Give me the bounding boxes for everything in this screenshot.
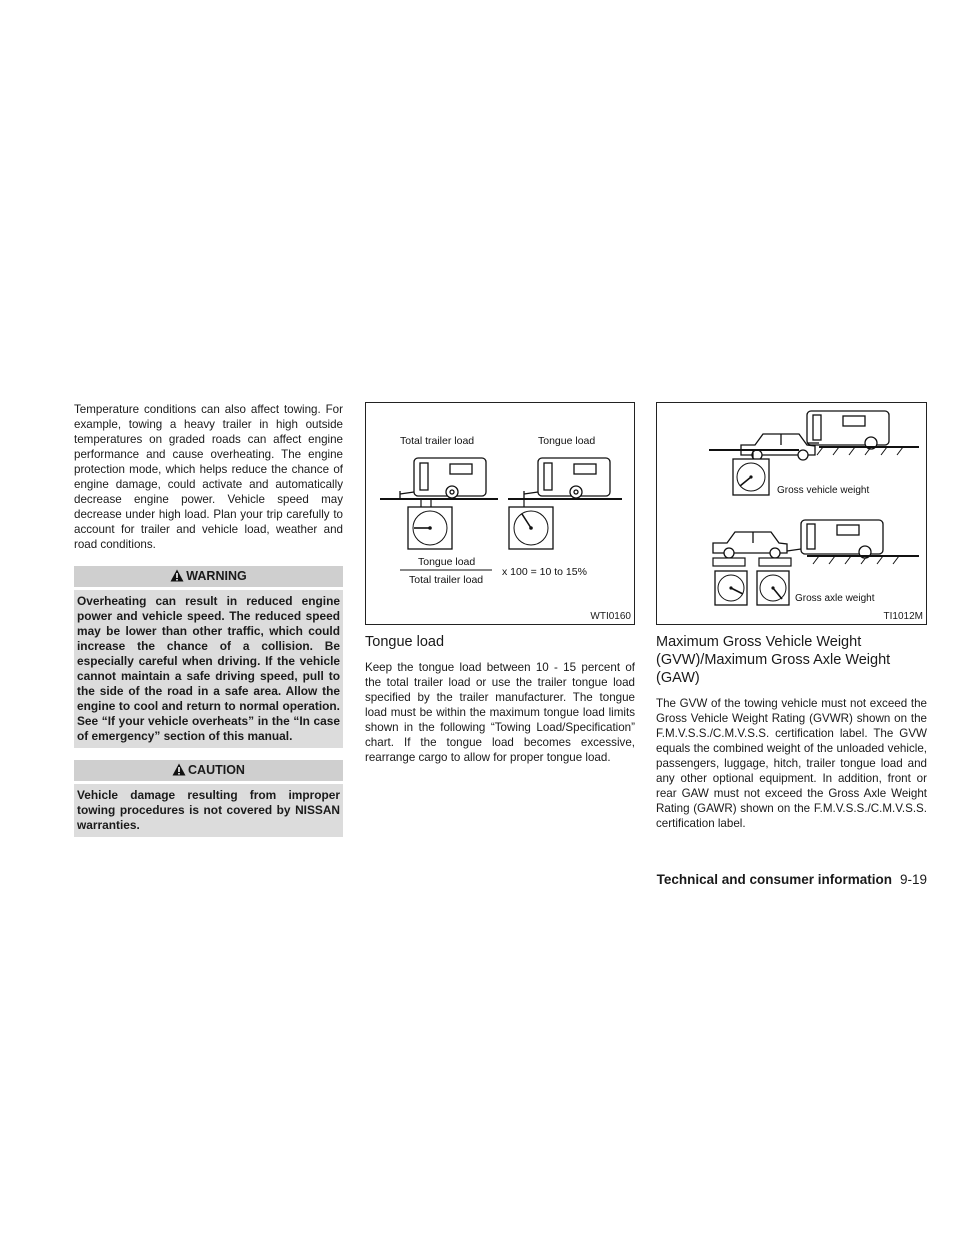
vehicle-top-drawing — [709, 411, 919, 460]
hatch-top — [817, 447, 903, 455]
trailer-left-drawing — [380, 458, 498, 499]
page-footer — [657, 872, 927, 887]
scale-right-drawing — [509, 499, 553, 549]
scale-gaw-front-drawing — [713, 558, 747, 605]
label-gross-vehicle-weight: Gross vehicle weight — [777, 485, 870, 496]
warning-triangle-icon — [170, 569, 184, 582]
formula-text: x 100 = 10 to 15% — [502, 566, 587, 578]
caution-header — [74, 760, 343, 784]
scale-gaw-rear-drawing — [757, 558, 791, 605]
gvw-paragraph: The GVW of the towing vehicle must not exceed the Gross Vehicle Weight Rating (GVWR) shown on the F.M.V.S.S./C.M.V.S.S. certification label. The GVW equals the combined weight of the unloaded vehicle, passengers, luggage, hitch, trailer tongue load and any other optional equipment. In addition, front or rear GAW must not exceed the Gross Axle Weight Rating (GAWR) shown on the F.M.V.S.S./C.M.V.S.S. certification label. — [656, 697, 927, 830]
right-column — [656, 402, 927, 831]
scale-gvw-drawing — [733, 450, 769, 495]
tongue-load-illustration — [366, 403, 634, 624]
scale-left-drawing — [408, 499, 452, 549]
page-number: 9-19 — [899, 872, 927, 887]
tongue-load-heading: Tongue load — [365, 634, 445, 650]
tongue-load-figure — [365, 402, 635, 625]
warning-box — [74, 566, 343, 748]
gross-weight-illustration — [657, 403, 926, 624]
fraction-denominator: Total trailer load — [409, 574, 484, 586]
warning-header — [74, 566, 343, 590]
hatch-bottom — [813, 556, 899, 564]
caution-title: CAUTION — [188, 763, 245, 777]
footer-section-title: Technical and consumer information — [656, 872, 892, 887]
vehicle-bottom-drawing — [713, 520, 919, 558]
gross-weight-figure — [656, 402, 927, 625]
trailer-right-drawing — [508, 458, 622, 499]
left-column — [74, 402, 343, 837]
middle-column — [365, 402, 635, 765]
gvw-gaw-heading: Maximum Gross Vehicle Weight (GVW)/Maximum Gross Axle Weight (GAW) — [656, 634, 891, 686]
label-gross-axle-weight: Gross axle weight — [795, 593, 875, 604]
figure-code: WTI0160 — [590, 611, 631, 622]
warning-text: Overheating can result in reduced engine power and vehicle speed. The reduced speed may be lower than other traffic, which could increase the chance of a collision. Be especially careful when driving. If the vehicle cannot maintain a safe driving speed, pull to the side of the road in a safe area. Allow the engine to cool and return to normal operation. See “If your vehicle overheats” in the “In case of emergency” section of this manual. — [77, 594, 340, 743]
caution-triangle-icon — [172, 763, 186, 776]
tongue-load-paragraph: Keep the tongue load between 10 - 15 percent of the total trailer load or use the trailer tongue load specified by the trailer manufacturer. The tongue load must be within the maximum tongue load limits shown in the following “Towing Load/Specification” chart. If the tongue load becomes excessive, rearrange cargo to allow for proper tongue load. — [365, 661, 635, 764]
caution-box — [74, 760, 343, 837]
intro-paragraph: Temperature conditions can also affect towing. For example, towing a heavy trailer in high outside temperatures on graded roads can affect engine performance and cause overheating. The engine protection mode, which helps reduce the chance of engine damage, could activate and automatically decrease engine power. Vehicle speed may decrease under high load. Plan your trip carefully to account for trailer and vehicle load, weather and road conditions. — [74, 403, 343, 551]
label-tongue-load: Tongue load — [538, 435, 596, 447]
label-total-trailer-load: Total trailer load — [400, 435, 475, 447]
caution-text: Vehicle damage resulting from improper towing procedures is not covered by NISSAN warranties. — [77, 788, 340, 832]
figure-code: TI1012M — [883, 611, 923, 622]
fraction-numerator: Tongue load — [418, 556, 476, 568]
warning-title: WARNING — [186, 569, 247, 583]
